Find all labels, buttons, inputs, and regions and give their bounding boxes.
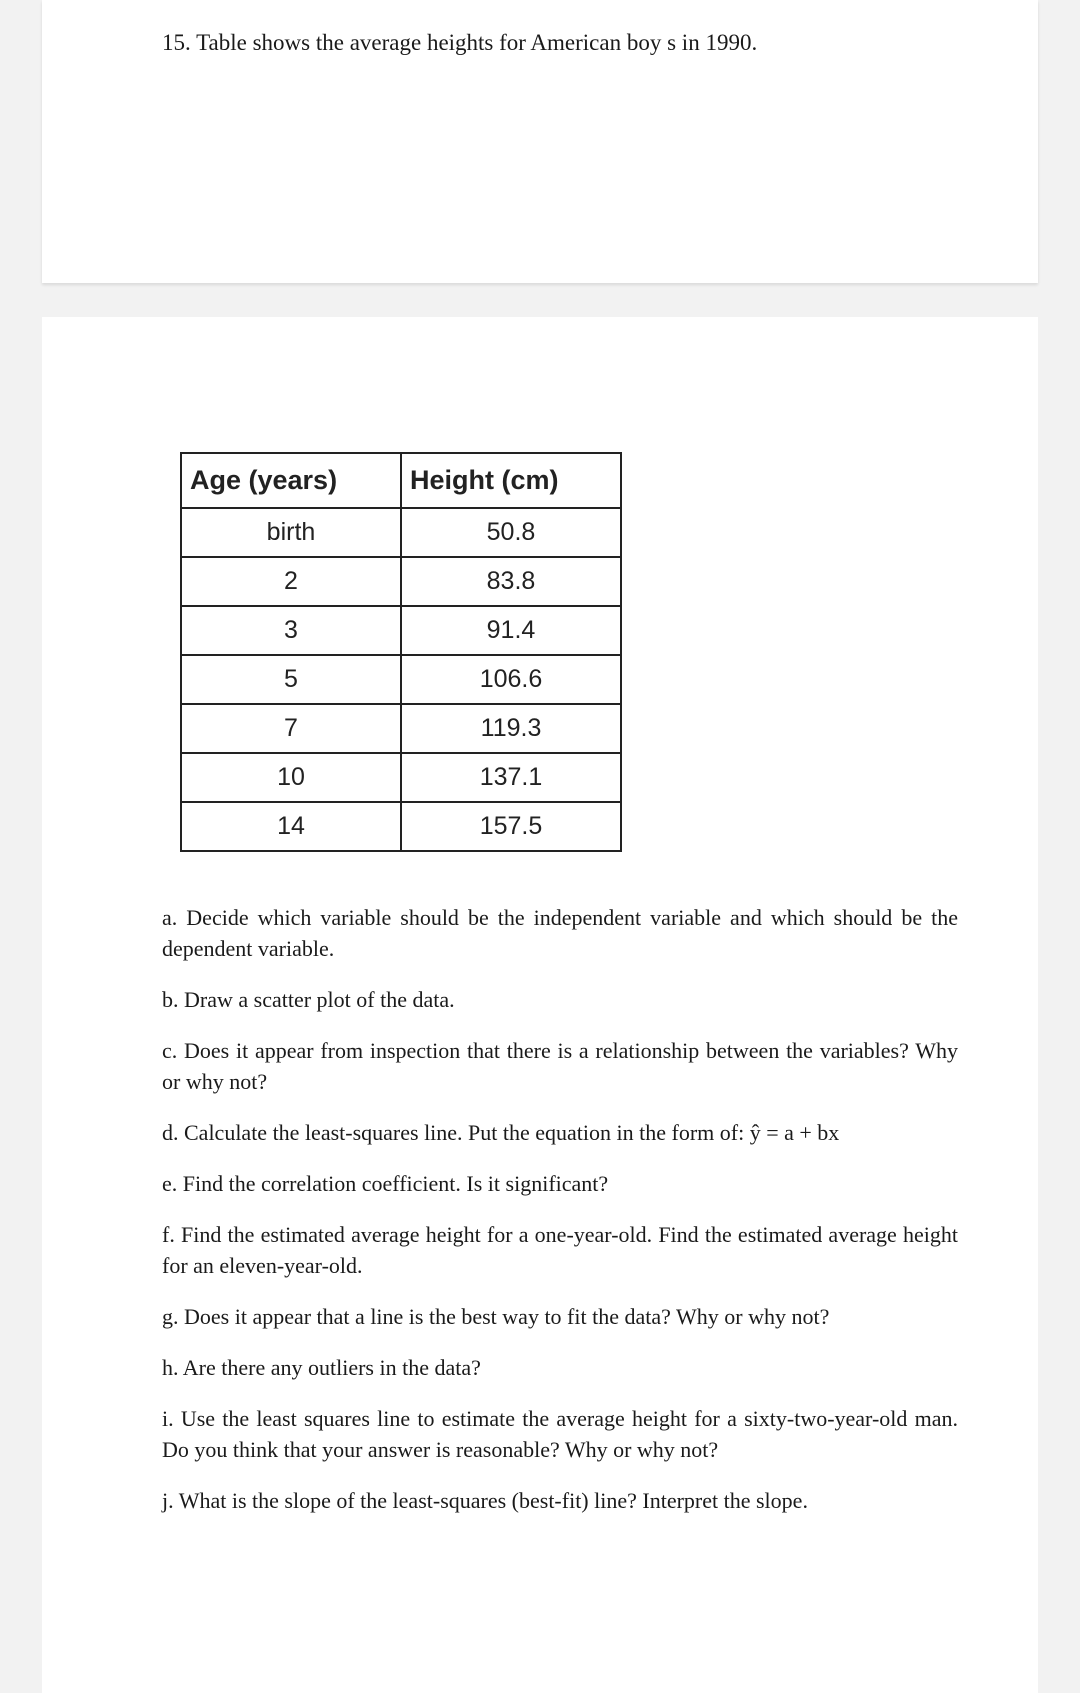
- part-j: j. What is the slope of the least-squares (best-fit) line? Interpret the slope.: [162, 1488, 808, 1513]
- part-b: b. Draw a scatter plot of the data.: [162, 987, 455, 1012]
- height-cell: 91.4: [401, 606, 621, 655]
- height-cell: 137.1: [401, 753, 621, 802]
- height-cell: 157.5: [401, 802, 621, 851]
- question-title: 15. Table shows the average heights for American boy s in 1990.: [162, 30, 758, 55]
- age-cell: 2: [181, 557, 401, 606]
- height-cell: 106.6: [401, 655, 621, 704]
- height-cell: 119.3: [401, 704, 621, 753]
- age-cell: 3: [181, 606, 401, 655]
- part-f: f. Find the estimated average height for a one-year-old. Find the estimated average height for an eleven-year-old.: [162, 1222, 958, 1278]
- question-header-card: [42, 0, 1038, 283]
- table-row: [181, 753, 621, 802]
- age-cell: 10: [181, 753, 401, 802]
- part-a: a. Decide which variable should be the independent variable and which should be the dependent variable.: [162, 905, 958, 961]
- part-h: h. Are there any outliers in the data?: [162, 1355, 481, 1380]
- age-cell: 14: [181, 802, 401, 851]
- age-cell: 7: [181, 704, 401, 753]
- question-parts-list: [162, 902, 958, 1536]
- part-d: d. Calculate the least-squares line. Put the equation in the form of: ŷ = a + bx: [162, 1120, 840, 1145]
- table-row: [181, 704, 621, 753]
- header-height: Height (cm): [401, 453, 621, 508]
- part-g: g. Does it appear that a line is the best way to fit the data? Why or why not?: [162, 1304, 830, 1329]
- header-age: Age (years): [181, 453, 401, 508]
- table-row: [181, 655, 621, 704]
- part-e: e. Find the correlation coefficient. Is it significant?: [162, 1171, 609, 1196]
- age-cell: 5: [181, 655, 401, 704]
- question-body-card: [42, 317, 1038, 1693]
- table-row: [181, 606, 621, 655]
- height-cell: 50.8: [401, 508, 621, 557]
- height-cell: 83.8: [401, 557, 621, 606]
- part-c: c. Does it appear from inspection that there is a relationship between the variables? Why or why not?: [162, 1038, 958, 1094]
- table-row: [181, 508, 621, 557]
- age-cell: birth: [181, 508, 401, 557]
- heights-table: [180, 452, 622, 852]
- table-header-row: [181, 453, 621, 508]
- table-row: [181, 557, 621, 606]
- table-row: [181, 802, 621, 851]
- part-i: i. Use the least squares line to estimate the average height for a sixty-two-year-old man. Do you think that your answer is reasonable? Why or why not?: [162, 1406, 958, 1462]
